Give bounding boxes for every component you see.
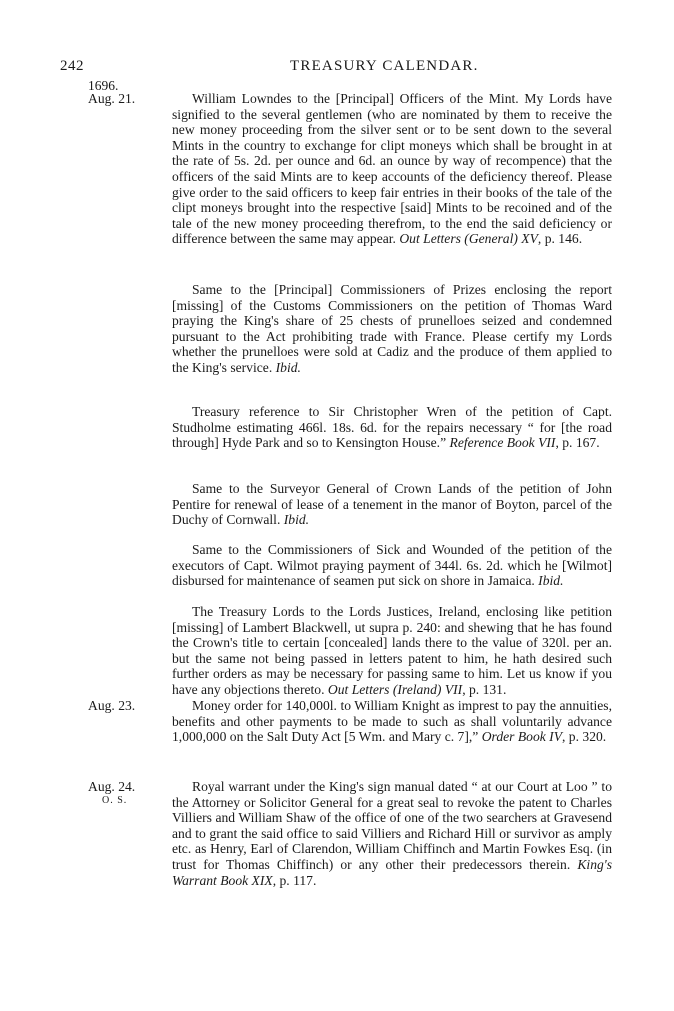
page-number: 242 xyxy=(60,58,84,74)
entry-sick-wounded-wilmot: Same to the Commissioners of Sick and Wounded of the petition of the executors of Capt. Wilmot praying payment of 344l. 6s. 2d. which he [Wilmot] disbursed for maintenance of seamen put sick on shore in Jamaica. Ibid. xyxy=(172,542,612,589)
entry-money-order-knight: Money order for 140,000l. to William Knight as imprest to pay the annuities, benefits and other payments to be made to such as shall voluntarily advance 1,000,000 on the Salt Duty Act [5 Wm. and Mary c. 7],” Order Book IV, p. 320. xyxy=(172,698,612,745)
old-style-note: O. S. xyxy=(102,794,128,806)
entry-reference: Out Letters (Ireland) VII xyxy=(327,681,463,697)
margin-date-aug-21: Aug. 21. xyxy=(88,91,136,106)
entry-reference: Out Letters (General) XV xyxy=(399,231,538,247)
margin-date-aug-23: Aug. 23. xyxy=(88,698,136,713)
entry-reference: Ibid. xyxy=(538,573,564,589)
entry-royal-warrant-gravesend: Royal warrant under the King's sign manual dated “ at our Court at Loo ” to the Attorney or Solicitor General for a great seal to revoke the patent to Charles Villiers and William Shaw of the office of one of the two searchers at Gravesend and to grant the said office to said Villiers and Richard Hill or survivor as amply etc. as Henry, Earl of Clarendon, William Chiffinch and Martin Fowkes Esq. (in trust for Thomas Chiffinch) or any other their predecessors therein. King's Warrant Book XIX, p. 117. xyxy=(172,779,612,888)
entry-mint-deficiency: William Lowndes to the [Principal] Officers of the Mint. My Lords have signified to the several gentlemen (who are nominated by them to receive the new money proceeding from the silver sent or to be sent down to the several Mints in the country to exchange for clipt moneys which shall be brought in at the rate of 5s. 2d. per ounce and 6d. an ounce by way of recompence) that the officers of the said Mints are to keep accounts of the deficiency thereof. Please give order to the said officers to keep fair entries in their books of the tale of the clipt moneys brought into the respective [said] Mints to be recoined and of the tale of the new money proceeding therefrom, to the end the said deficiency or difference between the same may appear. Out Letters (General) XV, p. 146. xyxy=(172,91,612,247)
entry-crown-lands-boyton: Same to the Surveyor General of Crown Lands of the petition of John Pentire for renewal of lease of a tenement in the manor of Boyton, parcel of the Duchy of Cornwall. Ibid. xyxy=(172,481,612,528)
entry-reference: Ibid. xyxy=(283,512,310,528)
entry-prizes-prunelloes: Same to the [Principal] Commissioners of Prizes enclosing the report [missing] of the Customs Commissioners on the petition of Thomas Ward praying the King's share of 25 chests of prunelloes seized and condemned pursuant to the Act prohibiting trade with France. Please certify my Lords whether the prunelloes were sold at Cadiz and the produce of them applied to the King's service. Ibid. xyxy=(172,282,612,375)
entry-reference: Order Book IV xyxy=(481,729,562,745)
entry-reference: Ibid. xyxy=(275,359,301,375)
year-marker: 1696. xyxy=(88,78,119,93)
running-title: TREASURY CALENDAR. xyxy=(290,58,479,74)
entry-wren-hyde-park: Treasury reference to Sir Christopher Wren of the petition of Capt. Studholme estimating 466l. 18s. 6d. for the repairs necessary “ for [the road through] Hyde Park and so to Kensington House.” Reference Book VII, p. 167. xyxy=(172,404,612,451)
entry-reference: Reference Book VII xyxy=(449,435,556,451)
margin-date-aug-24: Aug. 24. O. S. xyxy=(88,779,136,806)
entry-ireland-blackwell: The Treasury Lords to the Lords Justices, Ireland, enclosing like petition [missing] of Lambert Blackwell, ut supra p. 240: and shewing that he has found the Crown's title to certain [concealed] lands there to the value of 320l. per an. but the same not being passed in letters patent to him, he hath desired such further orders as may be necessary for passing same to him. Let us know if you have any objections thereto. Out Letters (Ireland) VII, p. 131. xyxy=(172,604,612,697)
entry-reference: King's Warrant Book XIX xyxy=(172,856,612,888)
